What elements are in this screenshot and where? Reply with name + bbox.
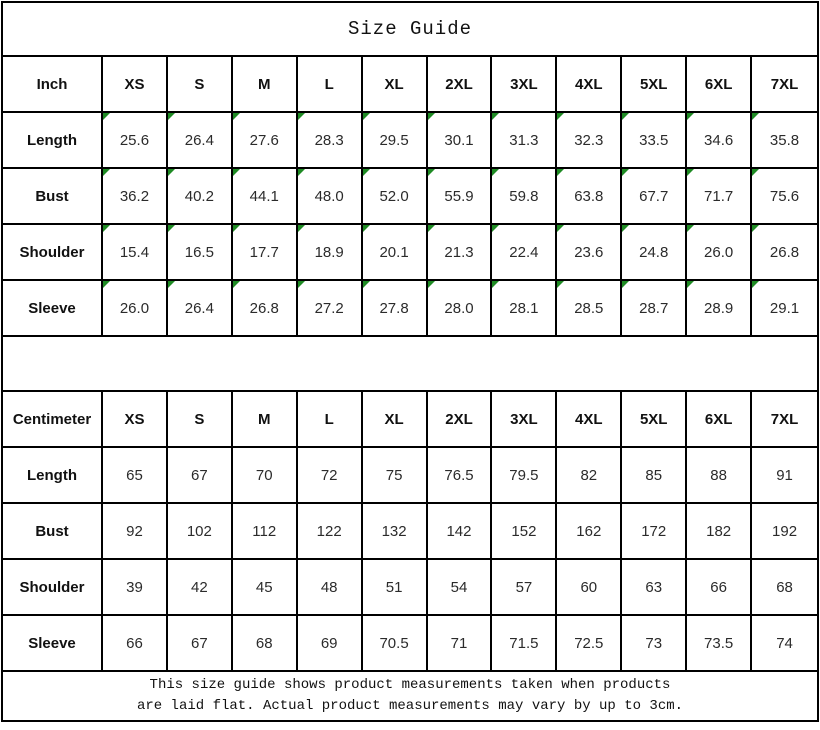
size-column-header: L [298,57,363,113]
footer-note [3,672,817,720]
size-column-header: 4XL [557,57,622,113]
size-value-cell: 24.8 [622,225,687,281]
row-label-cell: Length [3,448,103,504]
size-value-cell: 48 [298,560,363,616]
size-value-cell: 44.1 [233,169,298,225]
size-value-cell: 132 [363,504,428,560]
size-column-header: 2XL [428,392,493,448]
size-value-cell: 152 [492,504,557,560]
row-label-cell: Sleeve [3,616,103,672]
size-value-cell: 48.0 [298,169,363,225]
size-column-header: 7XL [752,57,817,113]
page-title: Size Guide [3,3,817,57]
size-value-cell: 26.4 [168,281,233,337]
size-value-cell: 73.5 [687,616,752,672]
size-value-cell: 28.1 [492,281,557,337]
size-column-header: L [298,392,363,448]
size-value-cell: 68 [752,560,817,616]
size-value-cell: 59.8 [492,169,557,225]
size-value-cell: 18.9 [298,225,363,281]
size-column-header: S [168,392,233,448]
row-label-cell: Bust [3,504,103,560]
table-gap-spacer [3,337,817,392]
size-value-cell: 182 [687,504,752,560]
size-value-cell: 70.5 [363,616,428,672]
size-value-cell: 172 [622,504,687,560]
size-value-cell: 71.7 [687,169,752,225]
size-value-cell: 40.2 [168,169,233,225]
size-value-cell: 42 [168,560,233,616]
size-value-cell: 27.2 [298,281,363,337]
size-value-cell: 57 [492,560,557,616]
size-value-cell: 112 [233,504,298,560]
size-value-cell: 26.0 [687,225,752,281]
size-value-cell: 32.3 [557,113,622,169]
size-value-cell: 45 [233,560,298,616]
size-value-cell: 72.5 [557,616,622,672]
size-value-cell: 65 [103,448,168,504]
size-column-header: 6XL [687,392,752,448]
size-value-cell: 28.7 [622,281,687,337]
size-value-cell: 26.0 [103,281,168,337]
size-value-cell: 25.6 [103,113,168,169]
inch-size-table [3,57,817,337]
size-value-cell: 17.7 [233,225,298,281]
size-value-cell: 67 [168,448,233,504]
size-value-cell: 122 [298,504,363,560]
size-value-cell: 39 [103,560,168,616]
size-column-header: S [168,57,233,113]
size-value-cell: 55.9 [428,169,493,225]
size-value-cell: 67 [168,616,233,672]
footer-note-line-1: This size guide shows product measurements taken when products [149,677,671,693]
size-value-cell: 88 [687,448,752,504]
size-value-cell: 85 [622,448,687,504]
size-column-header: XL [363,392,428,448]
size-value-cell: 71.5 [492,616,557,672]
row-label-cell: Bust [3,169,103,225]
size-column-header: 7XL [752,392,817,448]
size-value-cell: 192 [752,504,817,560]
unit-header-cell: Inch [3,57,103,113]
size-column-header: 3XL [492,57,557,113]
size-value-cell: 26.8 [233,281,298,337]
size-value-cell: 91 [752,448,817,504]
footer-note-line-2: are laid flat. Actual product measurements may vary by up to 3cm. [136,698,684,714]
size-value-cell: 75 [363,448,428,504]
size-column-header: XL [363,57,428,113]
size-value-cell: 70 [233,448,298,504]
size-value-cell: 68 [233,616,298,672]
unit-header-cell: Centimeter [3,392,103,448]
size-value-cell: 16.5 [168,225,233,281]
size-value-cell: 20.1 [363,225,428,281]
size-column-header: XS [103,392,168,448]
size-value-cell: 21.3 [428,225,493,281]
size-column-header: M [233,392,298,448]
size-value-cell: 35.8 [752,113,817,169]
size-value-cell: 142 [428,504,493,560]
size-value-cell: 27.6 [233,113,298,169]
size-value-cell: 60 [557,560,622,616]
size-value-cell: 27.8 [363,281,428,337]
size-value-cell: 31.3 [492,113,557,169]
size-column-header: M [233,57,298,113]
size-column-header: 5XL [622,57,687,113]
size-value-cell: 102 [168,504,233,560]
size-value-cell: 29.1 [752,281,817,337]
size-value-cell: 79.5 [492,448,557,504]
size-value-cell: 28.3 [298,113,363,169]
size-value-cell: 52.0 [363,169,428,225]
size-value-cell: 74 [752,616,817,672]
size-value-cell: 28.5 [557,281,622,337]
size-value-cell: 22.4 [492,225,557,281]
size-value-cell: 63.8 [557,169,622,225]
row-label-cell: Shoulder [3,560,103,616]
size-column-header: 4XL [557,392,622,448]
size-value-cell: 54 [428,560,493,616]
row-label-cell: Length [3,113,103,169]
size-value-cell: 75.6 [752,169,817,225]
size-value-cell: 71 [428,616,493,672]
size-value-cell: 28.0 [428,281,493,337]
row-label-cell: Shoulder [3,225,103,281]
size-value-cell: 72 [298,448,363,504]
size-value-cell: 26.8 [752,225,817,281]
size-value-cell: 29.5 [363,113,428,169]
size-value-cell: 66 [687,560,752,616]
size-value-cell: 28.9 [687,281,752,337]
size-value-cell: 63 [622,560,687,616]
size-value-cell: 69 [298,616,363,672]
size-column-header: 5XL [622,392,687,448]
size-value-cell: 34.6 [687,113,752,169]
size-column-header: 2XL [428,57,493,113]
size-value-cell: 15.4 [103,225,168,281]
size-value-cell: 162 [557,504,622,560]
row-label-cell: Sleeve [3,281,103,337]
size-value-cell: 23.6 [557,225,622,281]
size-value-cell: 92 [103,504,168,560]
size-value-cell: 36.2 [103,169,168,225]
size-value-cell: 66 [103,616,168,672]
centimeter-size-table [3,392,817,672]
size-value-cell: 51 [363,560,428,616]
size-value-cell: 76.5 [428,448,493,504]
size-value-cell: 33.5 [622,113,687,169]
size-value-cell: 73 [622,616,687,672]
size-guide-sheet [1,1,819,722]
size-value-cell: 30.1 [428,113,493,169]
size-column-header: 6XL [687,57,752,113]
size-value-cell: 82 [557,448,622,504]
size-column-header: XS [103,57,168,113]
size-value-cell: 67.7 [622,169,687,225]
size-column-header: 3XL [492,392,557,448]
size-value-cell: 26.4 [168,113,233,169]
